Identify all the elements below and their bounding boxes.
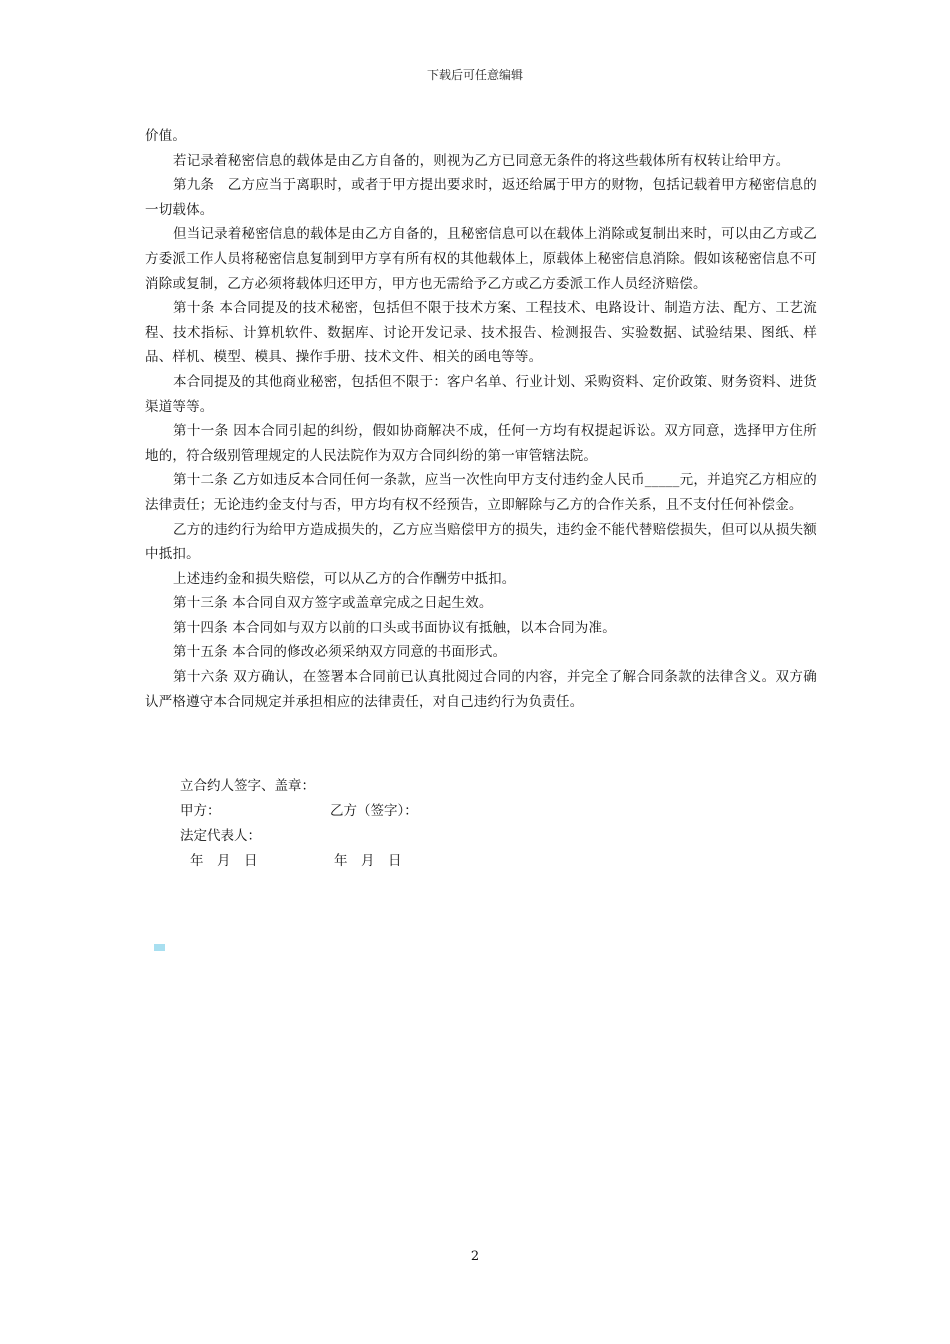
clause-15: 第十五条 本合同的修改必须采纳双方同意的书面形式。 bbox=[173, 644, 507, 661]
legal-rep-label: 法定代表人： bbox=[180, 828, 261, 844]
paragraph: 本合同提及的其他商业秘密，包括但不限于：客户名单、行业计划、采购资料、定价政策、财务资料、进货渠道等等。 bbox=[145, 373, 817, 415]
date-b: 年 月 日 bbox=[334, 853, 402, 869]
paragraph: 上述违约金和损失赔偿，可以从乙方的合作酬劳中抵扣。 bbox=[173, 570, 516, 587]
clause-12: 第十二条 乙方如违反本合同任何一条款，应当一次性向甲方支付违约金人民币_____元，并追究乙方相应的法律责任；无论违约金支付与否，甲方均有权不经预告，立即解除与乙方的合作关系，且不支付任何补偿金。 bbox=[145, 472, 817, 513]
clause-16: 第十六条 双方确认，在签署本合同前已认真批阅过合同的内容，并完全了解合同条款的法律含义。双方确认严格遵守本合同规定并承担相应的法律责任，对自己违约行为负责任。 bbox=[145, 669, 817, 710]
paragraph: 价值。 bbox=[145, 128, 187, 144]
date-a: 年 月 日 bbox=[190, 853, 258, 869]
highlight-marker bbox=[154, 944, 165, 951]
paragraph: 但当记录着秘密信息的载体是由乙方自备的，且秘密信息可以在载体上消除或复制出来时，可以由乙方或乙方委派工作人员将秘密信息复制到甲方享有所有权的其他载体上，原载体上秘密信息消除。假如该秘密信息不可消除或复制，乙方必须将载体归还甲方，甲方也无需给予乙方或乙方委派工作人员经济赔偿。 bbox=[145, 226, 817, 292]
document-body bbox=[145, 124, 817, 714]
paragraph: 乙方的违约行为给甲方造成损失的，乙方应当赔偿甲方的损失，违约金不能代替赔偿损失，但可以从损失额中抵扣。 bbox=[145, 521, 817, 563]
party-b-label: 乙方（签字）： bbox=[330, 803, 418, 819]
clause-9: 第九条 乙方应当于离职时，或者于甲方提出要求时，返还给属于甲方的财物，包括记载着甲方秘密信息的一切载体。 bbox=[145, 177, 817, 218]
clause-13: 第十三条 本合同自双方签字或盖章完成之日起生效。 bbox=[173, 595, 493, 612]
clause-14: 第十四条 本合同如与双方以前的口头或书面协议有抵触，以本合同为准。 bbox=[173, 619, 616, 636]
clause-10: 第十条 本合同提及的技术秘密，包括但不限于技术方案、工程技术、电路设计、制造方法、配方、工艺流程、技术指标、计算机软件、数据库、讨论开发记录、技术报告、检测报告、实验数据、试验结果、图纸、样品、样机、模型、模具、操作手册、技术文件、相关的函电等等。 bbox=[145, 300, 817, 366]
paragraph: 若记录着秘密信息的载体是由乙方自备的，则视为乙方已同意无条件的将这些载体所有权转让给甲方。 bbox=[173, 152, 790, 169]
signature-heading: 立合约人签字、盖章： bbox=[180, 778, 315, 794]
page-number: 2 bbox=[470, 1249, 480, 1264]
clause-11: 第十一条 因本合同引起的纠纷，假如协商解决不成，任何一方均有权提起诉讼。双方同意，选择甲方住所地的，符合级别管理规定的人民法院作为双方合同纠纷的第一审管辖法院。 bbox=[145, 423, 817, 464]
party-a-label: 甲方： bbox=[180, 803, 221, 819]
page-header: 下载后可任意编辑 bbox=[426, 68, 523, 82]
